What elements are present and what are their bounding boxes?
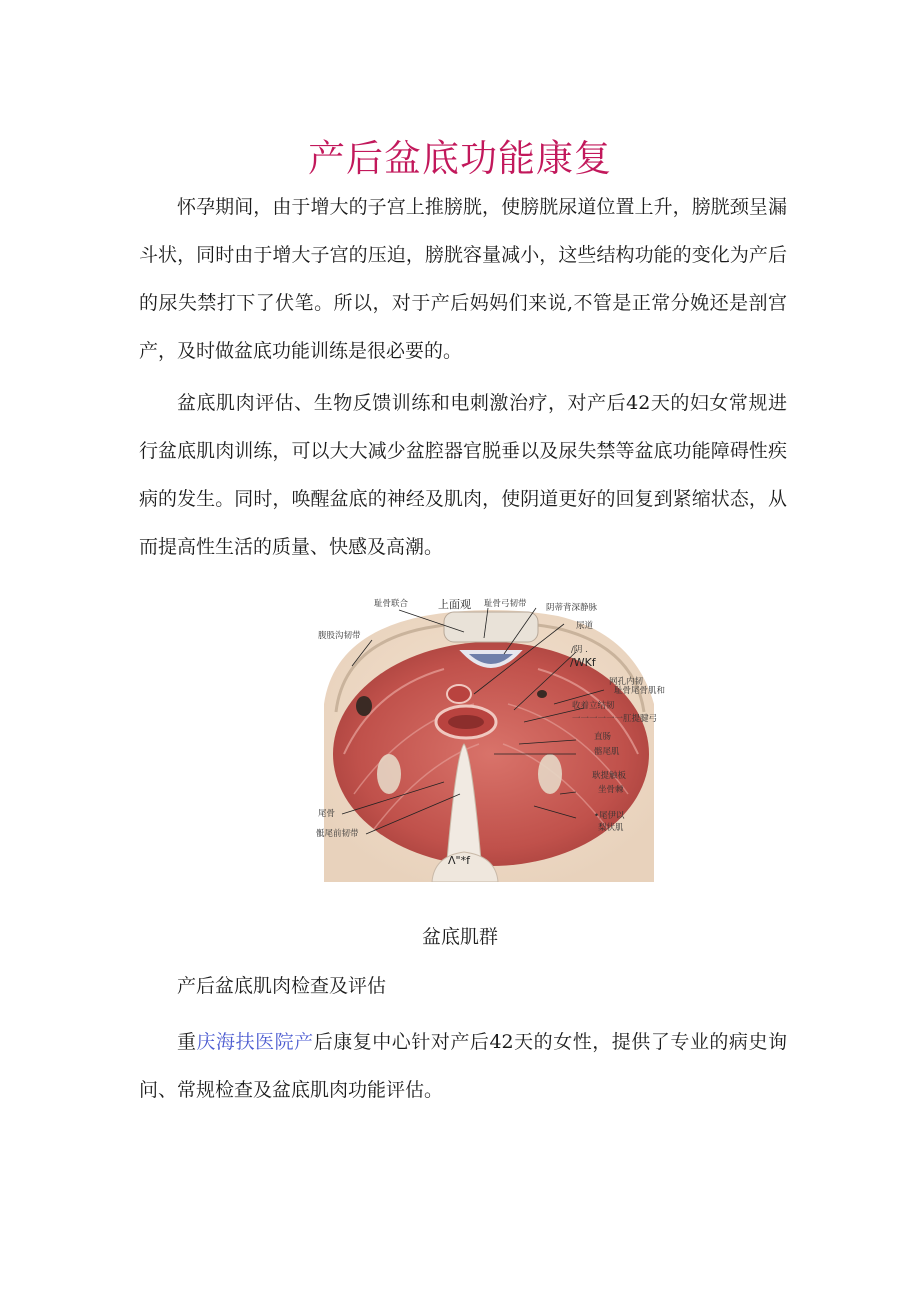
section-heading-assessment: 产后盆底肌肉检查及评估 bbox=[177, 975, 387, 997]
label-clitoris-vein: 阴蒂背深静脉 bbox=[546, 603, 598, 613]
label-pubic-ligament: 耻骨弓韧带 bbox=[484, 599, 527, 609]
label-levator-arch: 一一一一一一肛提腱弓 bbox=[572, 714, 658, 724]
pelvic-floor-illustration bbox=[314, 594, 668, 882]
paragraph-training: 盆底肌肉评估、生物反馈训练和电刺激治疗，对产后42天的妇女常规进行盆底肌肉训练，可以大大减少盆腔器官脱垂以及尿失禁等盆底功能障碍性疾病的发生。同时，唤醒盆底的神经及肌肉，使阴道更好的回复到紧缩状态，从而提高性生活的质量、快感及高潮。 bbox=[139, 392, 787, 558]
label-top-view: 上面观 bbox=[438, 598, 471, 611]
label-urethra: 尿道 bbox=[576, 621, 594, 631]
label-piriformis-1: •尾伊以 bbox=[594, 811, 625, 821]
label-coccyx: 尾骨 bbox=[318, 809, 336, 819]
label-detrusor: 收着立结韧 bbox=[572, 701, 615, 711]
label-arcus-2: 耻骨尾骨肌和 bbox=[614, 686, 666, 696]
figure-caption: 盆底肌群 bbox=[421, 926, 498, 948]
label-obturator: 耿提触板 bbox=[592, 771, 627, 781]
paragraph-pregnancy: 怀孕期间，由于增大的子宫上推膀胱，使膀胱尿道位置上升，膀胱颈呈漏斗状，同时由于增大子宫的压迫，膀胱容量减小，这些结构功能的变化为产后的尿失禁打下了伏笔。所以，对于产后妈妈们来说,不管是正常分娩还是剖宫产，及时做盆底功能训练是很必要的。 bbox=[139, 196, 787, 362]
hospital-suffix: 后康复中心针对产后42天的女性，提供了专业的病史询问、常规检查及盆底肌肉功能评估。 bbox=[139, 1031, 787, 1101]
pelvic-floor-figure bbox=[314, 594, 668, 882]
hospital-link[interactable]: 庆海扶医院产 bbox=[196, 1031, 314, 1053]
label-iliococcygeus: 髂尾肌 bbox=[594, 747, 620, 757]
label-sacrum: Λ"*f bbox=[448, 854, 470, 867]
label-inguinal-ligament: 腹股沟韧带 bbox=[318, 631, 361, 641]
label-sacrococcygeal: 骶尾前韧带 bbox=[316, 829, 359, 839]
label-ischial-spine: 坐骨棘 bbox=[598, 785, 624, 795]
label-arcus-1: 网孔内韧 bbox=[609, 677, 644, 687]
label-piriformis-2: 梨状肌 bbox=[598, 823, 624, 833]
label-wkf: /WKf bbox=[570, 656, 596, 669]
hospital-prefix: 重 bbox=[177, 1031, 197, 1053]
label-pubic-symphysis: 耻骨联合 bbox=[374, 599, 409, 609]
page-title: 产后盆底功能康复 bbox=[308, 137, 612, 180]
label-rectum: 直肠 bbox=[594, 732, 612, 742]
paragraph-hospital bbox=[139, 1018, 787, 1114]
label-vagina: /阴 . bbox=[571, 645, 588, 655]
